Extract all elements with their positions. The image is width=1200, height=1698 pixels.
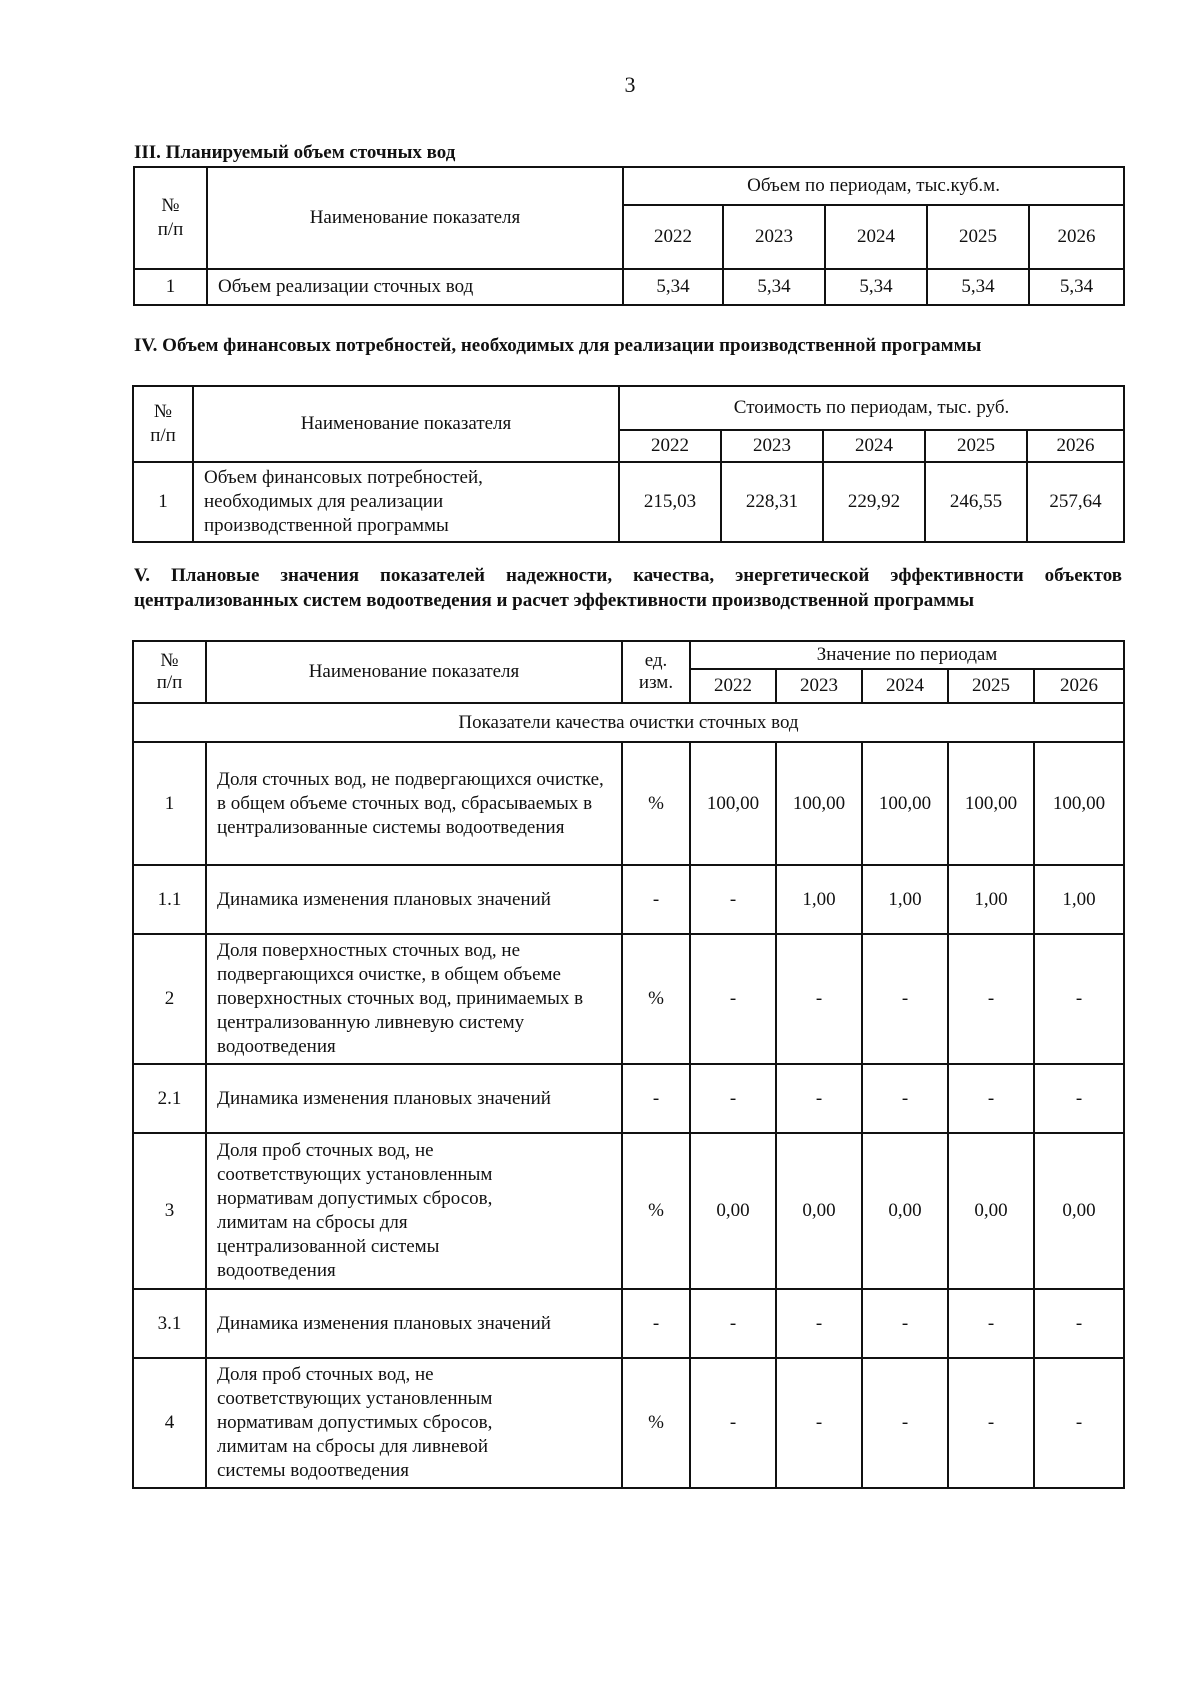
table-row [133, 1289, 1124, 1358]
unit-cell: - [622, 865, 690, 934]
value-cell: 257,64 [1027, 462, 1124, 542]
year-header: 2022 [690, 669, 776, 703]
value-cell: - [1034, 1289, 1124, 1358]
value-cell: 0,00 [690, 1133, 776, 1289]
value-cell: - [690, 1289, 776, 1358]
value-cell: - [776, 934, 862, 1064]
value-cell: 1,00 [1034, 865, 1124, 934]
num-header: № п/п [133, 386, 193, 462]
value-cell: - [690, 865, 776, 934]
value-cell: 5,34 [825, 269, 927, 305]
table-row [133, 934, 1124, 1064]
row-number: 3 [133, 1133, 206, 1289]
section-3-heading: III. Планируемый объем сточных вод [134, 142, 456, 163]
value-cell: - [1034, 1358, 1124, 1488]
value-cell: - [1034, 934, 1124, 1064]
value-cell: 100,00 [690, 742, 776, 865]
section-4-heading: IV. Объем финансовых потребностей, необходимых для реализации производственной программы [134, 335, 982, 356]
value-cell: - [776, 1289, 862, 1358]
year-header: 2026 [1034, 669, 1124, 703]
value-cell: - [948, 1064, 1034, 1133]
indicator-name: Доля поверхностных сточных вод, не подвергающихся очистке, в общем объеме поверхностных сточных вод, принимаемых в централизованную ливневую систему водоотведения [206, 934, 622, 1064]
year-header: 2023 [721, 430, 823, 462]
row-number: 1.1 [133, 865, 206, 934]
planned-indicators-table [132, 640, 1125, 1489]
value-cell: 5,34 [723, 269, 825, 305]
value-cell: 100,00 [948, 742, 1034, 865]
unit-cell: % [622, 742, 690, 865]
value-cell: - [1034, 1064, 1124, 1133]
year-header: 2025 [948, 669, 1034, 703]
value-cell: - [862, 1064, 948, 1133]
value-cell: 1,00 [948, 865, 1034, 934]
value-cell: - [862, 1358, 948, 1488]
period-header: Значение по периодам [690, 641, 1124, 669]
value-cell: 100,00 [1034, 742, 1124, 865]
year-header: 2024 [862, 669, 948, 703]
period-header: Объем по периодам, тыс.куб.м. [623, 167, 1124, 205]
indicator-name: Объем реализации сточных вод [207, 269, 623, 305]
value-cell: - [948, 934, 1034, 1064]
unit-cell: % [622, 1358, 690, 1488]
year-header: 2024 [825, 205, 927, 269]
row-number: 2 [133, 934, 206, 1064]
value-cell: 215,03 [619, 462, 721, 542]
value-cell: - [948, 1289, 1034, 1358]
indicator-name: Динамика изменения плановых значений [206, 1289, 622, 1358]
row-number: 1 [133, 742, 206, 865]
value-cell: 5,34 [1029, 269, 1124, 305]
num-header: № п/п [134, 167, 207, 269]
financial-needs-table [132, 385, 1125, 543]
year-header: 2025 [927, 205, 1029, 269]
table-row [133, 1358, 1124, 1488]
year-header: 2022 [623, 205, 723, 269]
value-cell: 246,55 [925, 462, 1027, 542]
unit-header: ед. изм. [622, 641, 690, 703]
indicator-name: Динамика изменения плановых значений [206, 865, 622, 934]
value-cell: 1,00 [862, 865, 948, 934]
row-number: 2.1 [133, 1064, 206, 1133]
year-header: 2026 [1029, 205, 1124, 269]
row-number: 3.1 [133, 1289, 206, 1358]
table-row [134, 269, 1124, 305]
indicator-name: Доля проб сточных вод, не соответствующих установленным нормативам допустимых сбросов, лимитам на сбросы для ливневой системы водоотведения [206, 1358, 622, 1488]
year-header: 2022 [619, 430, 721, 462]
unit-cell: % [622, 934, 690, 1064]
section-5-heading: V. Плановые значения показателей надежности, качества, энергетической эффективности объектов централизованных систем водоотведения и расчет эффективности производственной программы [134, 565, 1122, 611]
value-cell: - [690, 1064, 776, 1133]
year-header: 2025 [925, 430, 1027, 462]
group-title: Показатели качества очистки сточных вод [133, 703, 1124, 742]
value-cell: 100,00 [776, 742, 862, 865]
table-row [133, 742, 1124, 865]
row-number: 4 [133, 1358, 206, 1488]
year-header: 2023 [776, 669, 862, 703]
value-cell: 228,31 [721, 462, 823, 542]
name-header: Наименование показателя [193, 386, 619, 462]
num-header: № п/п [133, 641, 206, 703]
table-row [133, 865, 1124, 934]
value-cell: 0,00 [862, 1133, 948, 1289]
unit-cell: % [622, 1133, 690, 1289]
page-number: 3 [624, 72, 636, 97]
period-header: Стоимость по периодам, тыс. руб. [619, 386, 1124, 430]
value-cell: 0,00 [948, 1133, 1034, 1289]
value-cell: - [690, 934, 776, 1064]
value-cell: - [948, 1358, 1034, 1488]
value-cell: 5,34 [623, 269, 723, 305]
indicator-name: Доля сточных вод, не подвергающихся очистке, в общем объеме сточных вод, сбрасываемых в централизованные системы водоотведения [206, 742, 622, 865]
name-header: Наименование показателя [207, 167, 623, 269]
unit-cell: - [622, 1289, 690, 1358]
value-cell: 1,00 [776, 865, 862, 934]
value-cell: 100,00 [862, 742, 948, 865]
name-header: Наименование показателя [206, 641, 622, 703]
value-cell: - [776, 1358, 862, 1488]
table-row [133, 1133, 1124, 1289]
indicator-name: Объем финансовых потребностей, необходимых для реализации производственной программы [193, 462, 619, 542]
value-cell: 229,92 [823, 462, 925, 542]
value-cell: 5,34 [927, 269, 1029, 305]
value-cell: - [862, 934, 948, 1064]
indicator-name: Доля проб сточных вод, не соответствующих установленным нормативам допустимых сбросов, лимитам на сбросы для централизованной системы водоотведения [206, 1133, 622, 1289]
row-number: 1 [133, 462, 193, 542]
year-header: 2024 [823, 430, 925, 462]
indicator-name: Динамика изменения плановых значений [206, 1064, 622, 1133]
row-number: 1 [134, 269, 207, 305]
table-row [133, 462, 1124, 542]
value-cell: 0,00 [776, 1133, 862, 1289]
value-cell: - [776, 1064, 862, 1133]
table-row [133, 1064, 1124, 1133]
value-cell: - [862, 1289, 948, 1358]
unit-cell: - [622, 1064, 690, 1133]
year-header: 2023 [723, 205, 825, 269]
value-cell: - [690, 1358, 776, 1488]
value-cell: 0,00 [1034, 1133, 1124, 1289]
year-header: 2026 [1027, 430, 1124, 462]
planned-wastewater-volume-table [133, 166, 1125, 306]
